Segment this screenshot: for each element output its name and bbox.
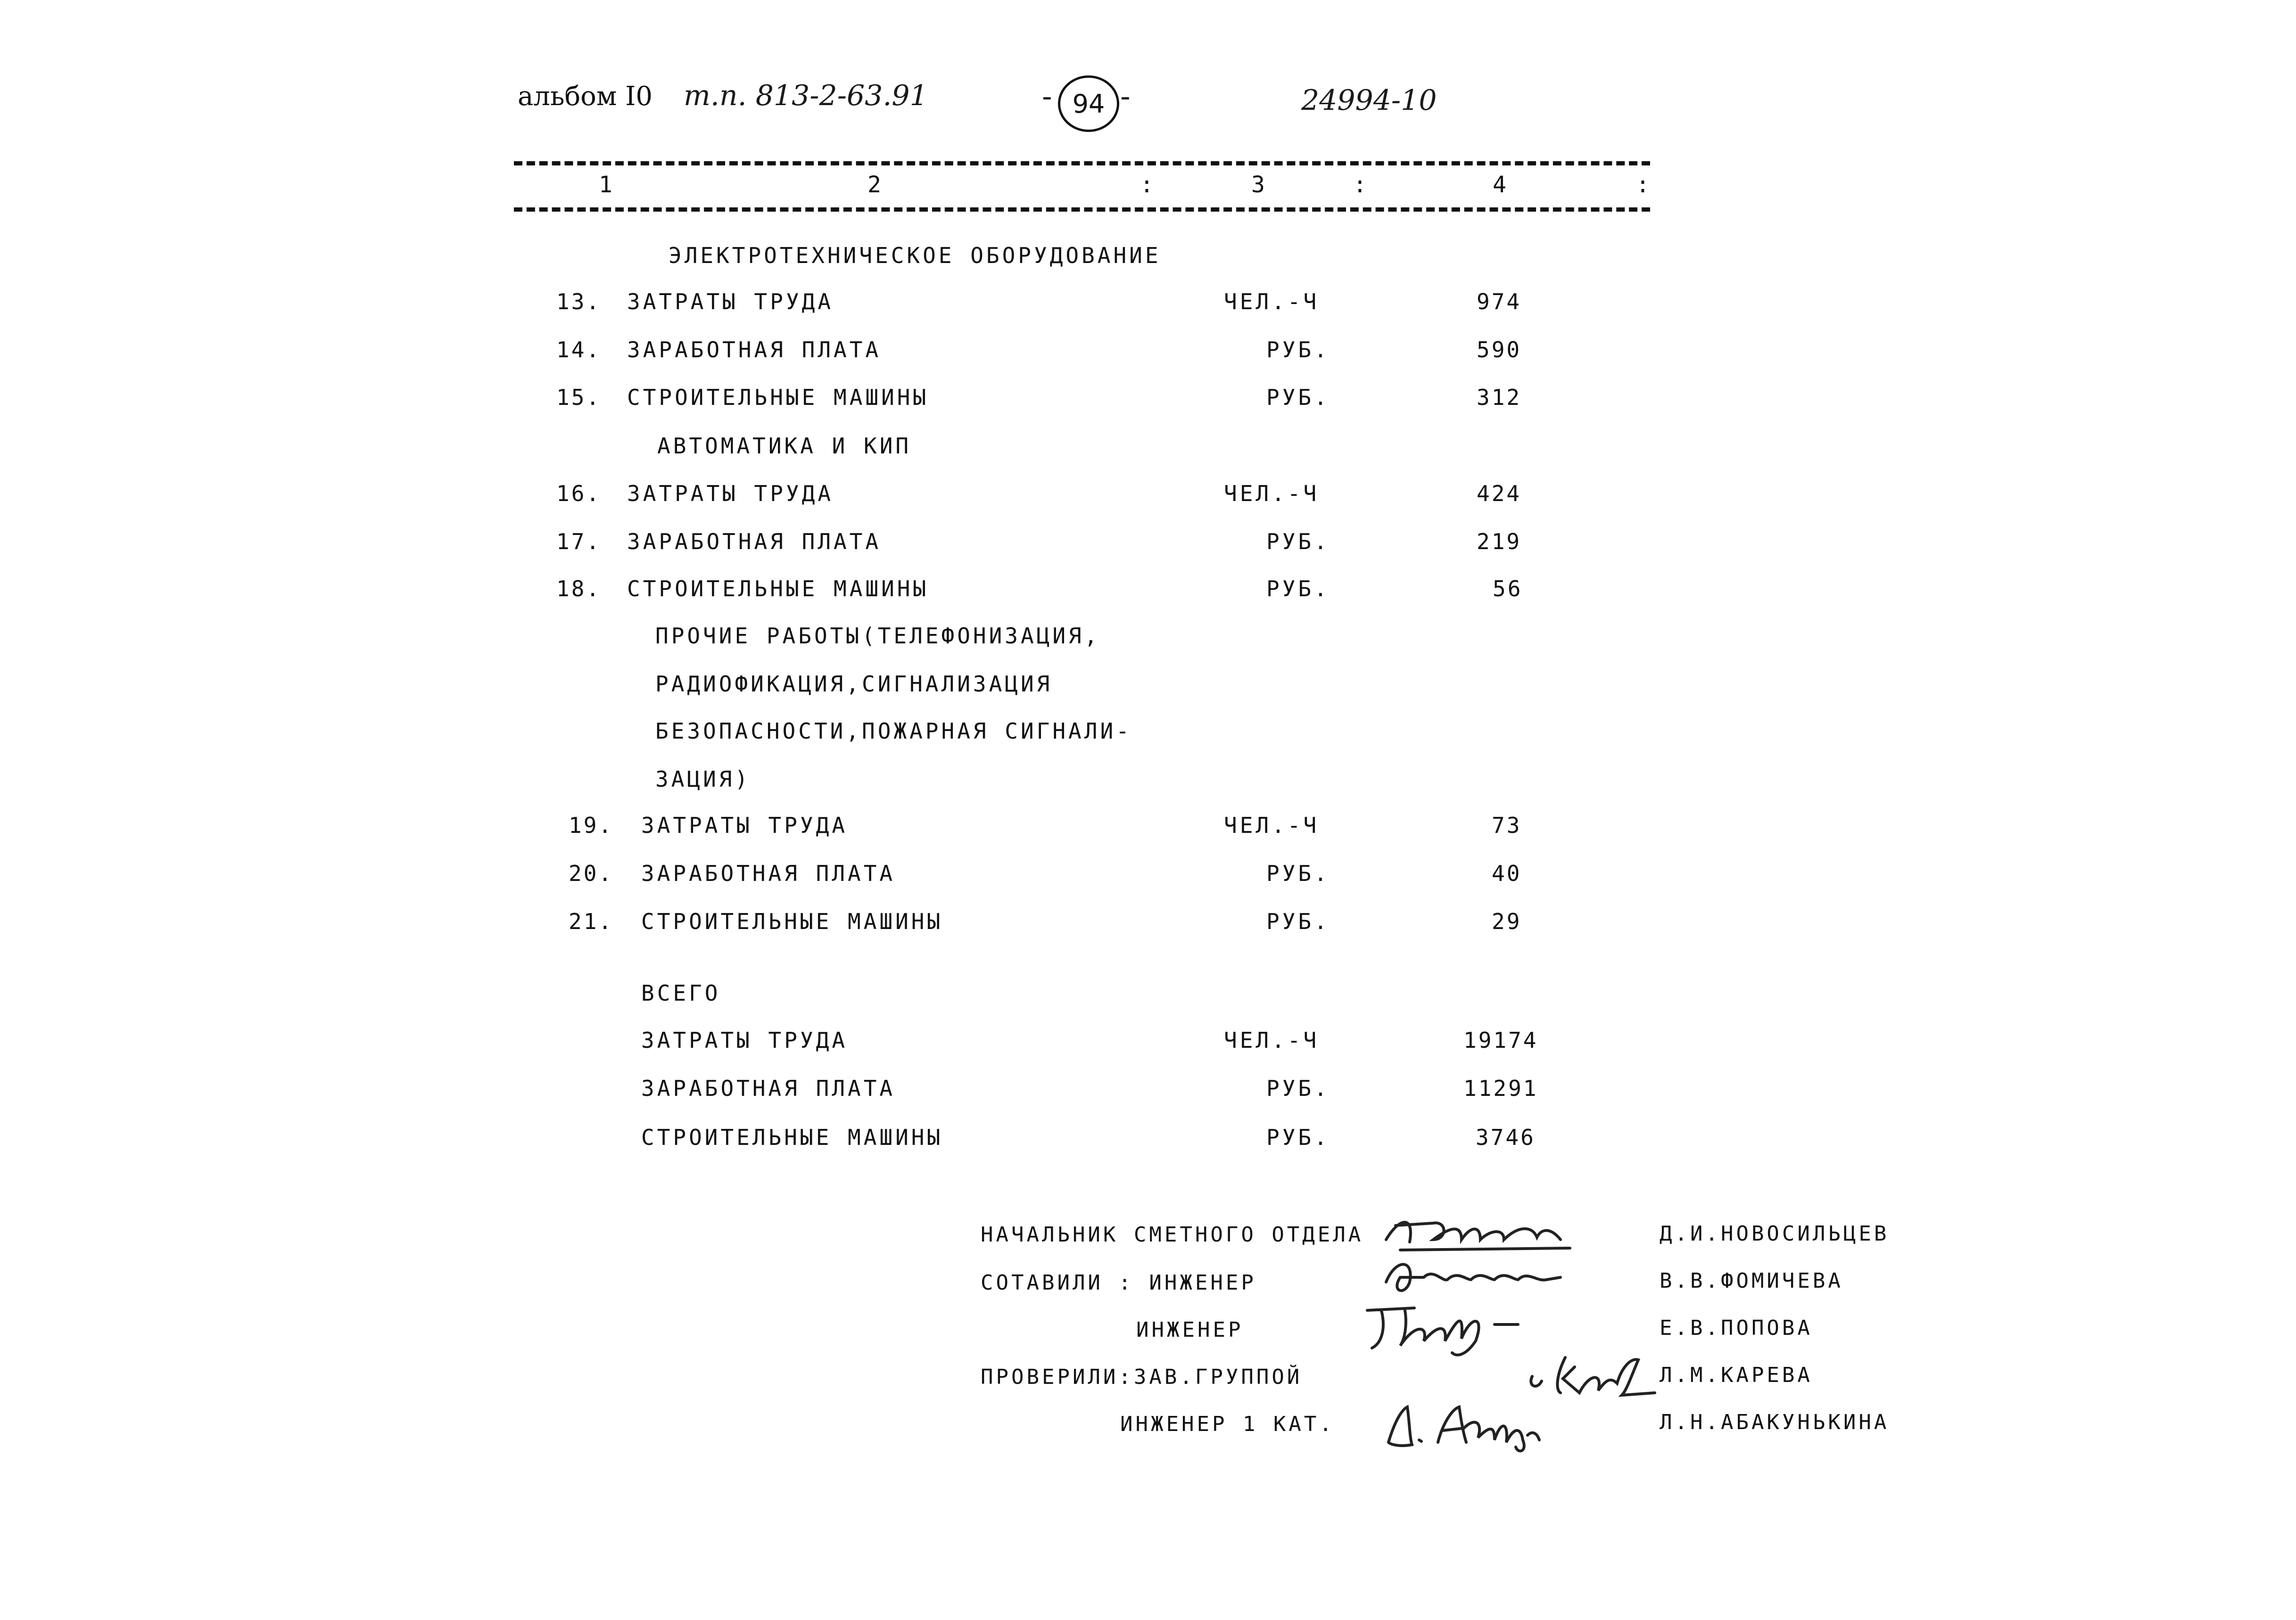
row-value: 40 [1492, 861, 1522, 886]
total-row-name: СТРОИТЕЛЬНЫЕ МАШИНЫ [641, 1125, 943, 1150]
row-number: 18. [556, 576, 602, 601]
total-row-value: 3746 [1476, 1125, 1536, 1150]
handwritten-signature-novosiltsev [1381, 1207, 1584, 1258]
handwritten-signature-popova [1363, 1296, 1532, 1362]
column-separator: : [1636, 172, 1650, 198]
column-header-2: 2 [867, 172, 881, 198]
signature-title-engineer: ИНЖЕНЕР [1136, 1318, 1244, 1342]
row-unit: РУБ. [1266, 576, 1330, 601]
section-title-other-line-4: ЗАЦИЯ) [655, 766, 751, 792]
signature-title-compiled: СОТАВИЛИ : ИНЖЕНЕР [981, 1271, 1256, 1295]
section-title-other-line-2: РАДИОФИКАЦИЯ,СИГНАЛИЗАЦИЯ [655, 671, 1053, 697]
row-name: ЗАРАБОТНАЯ ПЛАТА [627, 529, 882, 554]
row-number: 20. [569, 861, 614, 886]
header-top-rule [514, 161, 1650, 165]
project-code: т.п. 813-2-63.91 [684, 79, 928, 112]
signature-name-checked-2: Л.Н.АБАКУНЬКИНА [1660, 1410, 1890, 1434]
section-title-electro: ЭЛЕКТРОТЕХНИЧЕСКОЕ ОБОРУДОВАНИЕ [669, 243, 1161, 268]
row-name: ЗАТРАТЫ ТРУДА [627, 481, 834, 506]
signature-title-checked: ПРОВЕРИЛИ:ЗАВ.ГРУППОЙ [981, 1365, 1303, 1389]
row-value: 29 [1492, 909, 1522, 934]
section-title-other-line-1: ПРОЧИЕ РАБОТЫ(ТЕЛЕФОНИЗАЦИЯ, [655, 623, 1100, 649]
row-number: 17. [556, 529, 602, 554]
total-row-value: 11291 [1463, 1076, 1538, 1101]
column-separator: : [1353, 172, 1367, 198]
signature-name-head: Д.И.НОВОСИЛЬЦЕВ [1660, 1222, 1890, 1246]
row-name: ЗАТРАТЫ ТРУДА [627, 289, 834, 314]
page-number-dash-right: - [1120, 80, 1131, 113]
signature-name-compiled-2: Е.В.ПОПОВА [1660, 1316, 1813, 1340]
row-value: 974 [1477, 289, 1522, 314]
row-number: 19. [569, 813, 614, 838]
total-row-name: ЗАТРАТЫ ТРУДА [641, 1028, 848, 1053]
row-unit: РУБ. [1266, 909, 1330, 934]
row-unit: РУБ. [1266, 861, 1330, 886]
section-title-total: ВСЕГО [641, 980, 721, 1006]
handwritten-signature-kareva [1523, 1348, 1664, 1400]
total-row-unit: РУБ. [1266, 1076, 1330, 1101]
row-name: ЗАТРАТЫ ТРУДА [641, 813, 848, 838]
page-number-dash-left: - [1042, 80, 1052, 113]
row-number: 15. [556, 385, 602, 410]
row-number: 13. [556, 289, 602, 314]
row-value: 73 [1492, 813, 1522, 838]
row-unit: РУБ. [1266, 385, 1330, 410]
row-number: 14. [556, 337, 602, 362]
row-number: 16. [556, 481, 602, 506]
total-row-value: 19174 [1463, 1028, 1538, 1053]
column-header-4: 4 [1493, 172, 1506, 198]
signature-title-engineer-1cat: ИНЖЕНЕР 1 КАТ. [1120, 1412, 1335, 1436]
row-unit: РУБ. [1266, 337, 1330, 362]
row-number: 21. [569, 909, 614, 934]
row-value: 219 [1477, 529, 1522, 554]
total-row-unit: РУБ. [1266, 1125, 1330, 1150]
row-value: 56 [1493, 576, 1523, 601]
row-value: 312 [1477, 385, 1522, 410]
row-value: 590 [1477, 337, 1522, 362]
total-row-unit: ЧЕЛ.-Ч [1224, 1028, 1320, 1053]
column-separator: : [1140, 172, 1154, 198]
header-bottom-rule [514, 207, 1650, 212]
handwritten-signature-fomicheva [1381, 1254, 1570, 1301]
row-unit: РУБ. [1266, 529, 1330, 554]
signature-title-head: НАЧАЛЬНИК СМЕТНОГО ОТДЕЛА [981, 1223, 1364, 1247]
section-title-other-line-3: БЕЗОПАСНОСТИ,ПОЖАРНАЯ СИГНАЛИ- [655, 718, 1132, 744]
total-row-name: ЗАРАБОТНАЯ ПЛАТА [641, 1076, 896, 1101]
inventory-number: 24994-10 [1301, 84, 1437, 117]
album-label: альбом I0 [518, 81, 652, 112]
row-name: СТРОИТЕЛЬНЫЕ МАШИНЫ [627, 576, 929, 601]
row-unit: ЧЕЛ.-Ч [1224, 481, 1320, 506]
handwritten-signature-abakunkina [1381, 1395, 1551, 1456]
row-name: ЗАРАБОТНАЯ ПЛАТА [627, 337, 882, 362]
signature-name-checked-1: Л.М.КАРЕВА [1660, 1363, 1813, 1387]
row-name: СТРОИТЕЛЬНЫЕ МАШИНЫ [627, 385, 929, 410]
signature-name-compiled-1: В.В.ФОМИЧЕВА [1660, 1269, 1843, 1293]
row-unit: ЧЕЛ.-Ч [1224, 289, 1320, 314]
row-value: 424 [1477, 481, 1522, 506]
column-header-1: 1 [599, 172, 612, 198]
page-number: 94 [1058, 75, 1119, 132]
row-name: СТРОИТЕЛЬНЫЕ МАШИНЫ [641, 909, 943, 934]
row-name: ЗАРАБОТНАЯ ПЛАТА [641, 861, 896, 886]
section-title-automation: АВТОМАТИКА И КИП [657, 433, 912, 459]
column-header-3: 3 [1251, 172, 1265, 198]
row-unit: ЧЕЛ.-Ч [1224, 813, 1320, 838]
